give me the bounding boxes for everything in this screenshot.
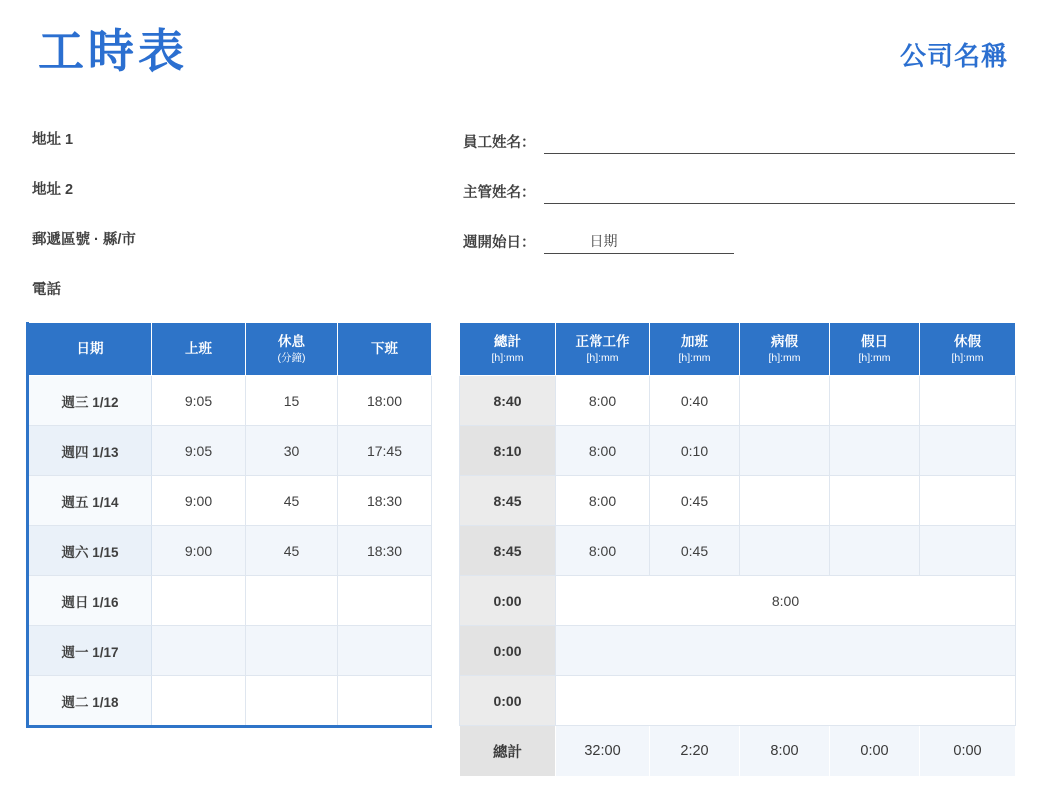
cell-clock-in[interactable]: 9:00	[152, 526, 246, 576]
cell-regular[interactable]: 8:00	[556, 476, 650, 526]
col-header-overtime	[650, 323, 740, 376]
cell-clock-out[interactable]: 17:45	[338, 426, 432, 476]
address-line-2: 地址 2	[32, 182, 74, 198]
cell-total[interactable]: 0:00	[460, 676, 556, 726]
cell-clock-out[interactable]	[338, 626, 432, 676]
cell-break[interactable]: 45	[246, 476, 338, 526]
cell-clock-out[interactable]	[338, 676, 432, 727]
table-row	[460, 426, 1016, 476]
company-name: 公司名稱	[899, 41, 1008, 71]
cell-holiday[interactable]	[830, 426, 920, 476]
col-header-overtime-sub: [h]:mm	[678, 351, 711, 364]
col-header-date-label: 日期	[76, 341, 104, 357]
cell-holiday[interactable]	[830, 376, 920, 426]
cell-clock-in[interactable]	[152, 676, 246, 727]
field-label-week-start: 週開始日：	[463, 235, 536, 251]
summary-vacation: 0:00	[920, 726, 1016, 777]
address-line-3: 郵遞區號 · 縣/市	[32, 232, 136, 248]
col-header-sick	[740, 323, 830, 376]
page-title: 工時表	[38, 25, 188, 77]
cell-date[interactable]: 週二 1/18	[28, 676, 152, 727]
cell-total[interactable]: 0:00	[460, 576, 556, 626]
daily-hours-table	[26, 322, 432, 728]
cell-date[interactable]: 週五 1/14	[28, 476, 152, 526]
cell-vacation[interactable]	[920, 526, 1016, 576]
cell-break[interactable]	[246, 576, 338, 626]
cell-sick[interactable]	[740, 526, 830, 576]
col-header-holiday-label: 假日	[861, 334, 888, 350]
cell-date[interactable]: 週三 1/12	[28, 376, 152, 426]
cell-holiday[interactable]	[830, 476, 920, 526]
field-employee-name	[463, 128, 1015, 154]
col-header-clock-in	[152, 323, 246, 376]
cell-date[interactable]: 週四 1/13	[28, 426, 152, 476]
summary-sick: 8:00	[740, 726, 830, 777]
cell-date[interactable]: 週一 1/17	[28, 626, 152, 676]
cell-clock-out[interactable]	[338, 576, 432, 626]
col-header-holiday	[830, 323, 920, 376]
table-row	[460, 526, 1016, 576]
cell-break[interactable]: 30	[246, 426, 338, 476]
summary-holiday: 0:00	[830, 726, 920, 777]
week-start-input[interactable]	[544, 231, 734, 254]
table-row	[460, 576, 1016, 626]
col-header-break-label: 休息	[278, 334, 305, 350]
cell-break[interactable]	[246, 626, 338, 676]
col-header-clock-out	[338, 323, 432, 376]
fields-block	[463, 128, 1015, 278]
address-line-4: 電話	[32, 282, 61, 298]
table-header-row	[460, 323, 1016, 376]
cell-clock-in[interactable]: 9:05	[152, 426, 246, 476]
document-header	[38, 22, 1008, 88]
col-header-total-label: 總計	[494, 334, 521, 350]
cell-total[interactable]: 8:40	[460, 376, 556, 426]
cell-break[interactable]: 45	[246, 526, 338, 576]
col-header-regular	[556, 323, 650, 376]
table-header-row	[28, 323, 432, 376]
address-block	[32, 128, 432, 328]
table-row	[460, 626, 1016, 676]
cell-merged-entry[interactable]	[556, 626, 1016, 676]
table-row	[28, 526, 432, 576]
col-header-regular-label: 正常工作	[575, 334, 630, 350]
table-row	[28, 476, 432, 526]
field-label-employee-name: 員工姓名：	[463, 135, 536, 151]
address-line-1: 地址 1	[32, 132, 74, 148]
col-header-vacation-sub: [h]:mm	[951, 351, 984, 364]
cell-clock-in[interactable]	[152, 626, 246, 676]
employee-name-input[interactable]	[544, 131, 1016, 154]
cell-vacation[interactable]	[920, 476, 1016, 526]
col-header-sick-label: 病假	[771, 334, 798, 350]
field-week-start	[463, 228, 1015, 254]
table-row	[460, 476, 1016, 526]
supervisor-name-input[interactable]	[544, 181, 1016, 204]
cell-overtime[interactable]: 0:40	[650, 376, 740, 426]
col-header-overtime-label: 加班	[681, 334, 708, 350]
cell-date[interactable]: 週日 1/16	[28, 576, 152, 626]
cell-clock-in[interactable]: 9:05	[152, 376, 246, 426]
summary-regular: 32:00	[556, 726, 650, 777]
col-header-regular-sub: [h]:mm	[586, 351, 619, 364]
cell-overtime[interactable]: 0:10	[650, 426, 740, 476]
table-row	[28, 576, 432, 626]
week-start-value: 日期	[589, 233, 618, 249]
cell-regular[interactable]: 8:00	[556, 526, 650, 576]
cell-clock-in[interactable]	[152, 576, 246, 626]
cell-sick[interactable]	[740, 476, 830, 526]
col-header-clock-out-label: 下班	[371, 341, 398, 357]
cell-merged-entry[interactable]	[556, 676, 1016, 726]
field-supervisor-name	[463, 178, 1015, 204]
cell-clock-in[interactable]: 9:00	[152, 476, 246, 526]
col-header-clock-in-label: 上班	[185, 341, 212, 357]
col-header-break	[246, 323, 338, 376]
summary-overtime: 2:20	[650, 726, 740, 777]
summary-label: 總計	[460, 726, 556, 777]
cell-regular[interactable]: 8:00	[556, 426, 650, 476]
cell-clock-out[interactable]: 18:00	[338, 376, 432, 426]
table-row	[28, 626, 432, 676]
cell-total[interactable]: 8:45	[460, 476, 556, 526]
table-row	[28, 426, 432, 476]
cell-overtime[interactable]: 0:45	[650, 526, 740, 576]
table-row	[460, 676, 1016, 726]
cell-total[interactable]: 8:10	[460, 426, 556, 476]
table-row	[28, 376, 432, 426]
cell-total[interactable]: 8:45	[460, 526, 556, 576]
col-header-holiday-sub: [h]:mm	[858, 351, 891, 364]
daily-hours-table-container	[26, 322, 432, 728]
col-header-total-sub: [h]:mm	[491, 351, 524, 364]
cell-holiday[interactable]	[830, 526, 920, 576]
cell-vacation[interactable]	[920, 426, 1016, 476]
cell-vacation[interactable]	[920, 376, 1016, 426]
cell-sick[interactable]	[740, 376, 830, 426]
col-header-total	[460, 323, 556, 376]
col-header-vacation	[920, 323, 1016, 376]
cell-merged-entry[interactable]: 8:00	[556, 576, 1016, 626]
cell-date[interactable]: 週六 1/15	[28, 526, 152, 576]
summary-row	[460, 726, 1016, 777]
col-header-sick-sub: [h]:mm	[768, 351, 801, 364]
hours-summary-table-container	[459, 322, 1016, 777]
col-header-break-sub: (分鐘)	[277, 351, 306, 364]
cell-overtime[interactable]: 0:45	[650, 476, 740, 526]
table-row	[460, 376, 1016, 426]
cell-regular[interactable]: 8:00	[556, 376, 650, 426]
cell-clock-out[interactable]: 18:30	[338, 526, 432, 576]
table-row	[28, 676, 432, 727]
cell-total[interactable]: 0:00	[460, 626, 556, 676]
hours-summary-table	[459, 322, 1016, 777]
col-header-date	[28, 323, 152, 376]
col-header-vacation-label: 休假	[954, 334, 981, 350]
cell-sick[interactable]	[740, 426, 830, 476]
field-label-supervisor-name: 主管姓名：	[463, 185, 536, 201]
cell-break[interactable]: 15	[246, 376, 338, 426]
cell-break[interactable]	[246, 676, 338, 727]
cell-clock-out[interactable]: 18:30	[338, 476, 432, 526]
